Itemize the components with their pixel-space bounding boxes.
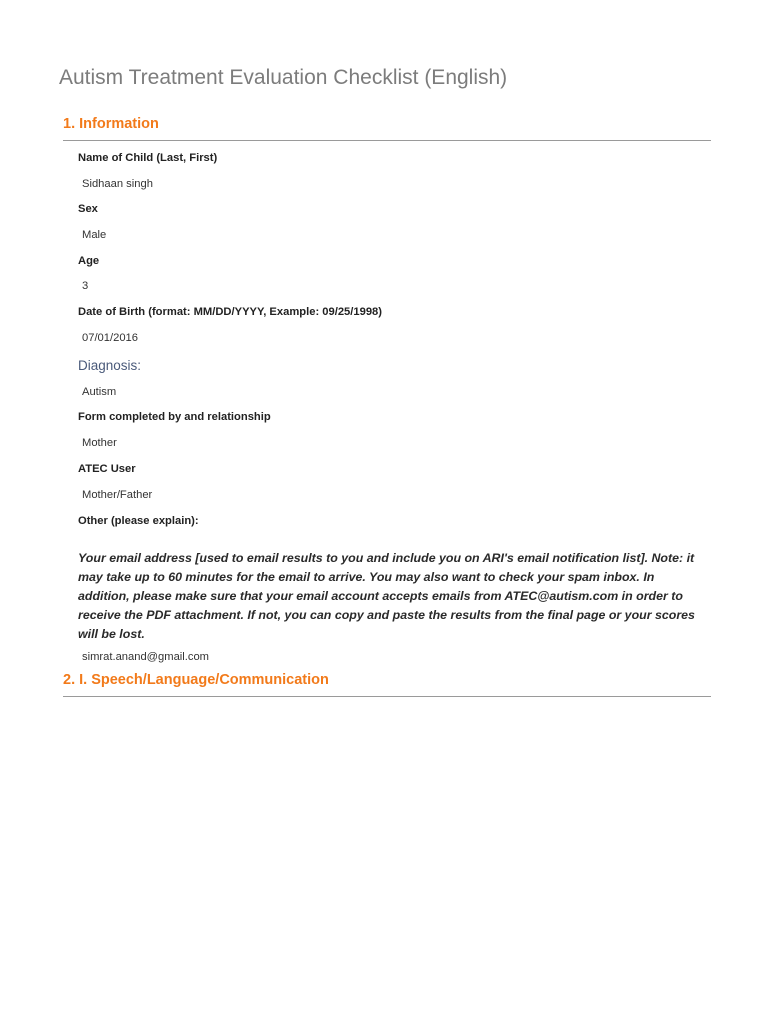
answer-sex: Male [82,229,107,241]
question-label-atec-user: ATEC User [78,463,136,475]
answer-atec-user: Mother/Father [82,489,153,501]
question-label-email: Your email address [used to email results to you and include you on ARI's email notification list]. Note: it may take up to 60 minutes for the email to arrive. You may also want to check your spam inbox. In addition, please make sure that your email account accepts emails from ATEC@autism.com in order to receive the PDF attachment. If not, you can copy and paste the results from the final page or your scores will be lost. [78,551,695,641]
question-label-sex: Sex [78,203,98,215]
question-label-completed-by: Form completed by and relationship [78,411,271,423]
answer-name: Sidhaan singh [82,178,153,190]
answer-dob: 07/01/2016 [82,332,138,344]
question-label-dob: Date of Birth (format: MM/DD/YYYY, Example: 09/25/1998) [78,306,383,318]
answer-diagnosis: Autism [82,386,117,398]
answer-completed-by: Mother [82,437,117,449]
question-label-age: Age [78,255,100,267]
document-title: Autism Treatment Evaluation Checklist (English) [59,66,508,89]
question-label-diagnosis: Diagnosis: [78,358,142,373]
section-heading-speech-language: 2. I. Speech/Language/Communication [63,672,329,688]
answer-email: simrat.anand@gmail.com [82,651,210,663]
question-label-name: Name of Child (Last, First) [78,152,218,164]
section-heading-information: 1. Information [63,116,159,132]
answer-age: 3 [82,280,89,292]
section-divider [63,140,711,141]
section-divider [63,696,711,697]
question-label-other: Other (please explain): [78,515,199,527]
